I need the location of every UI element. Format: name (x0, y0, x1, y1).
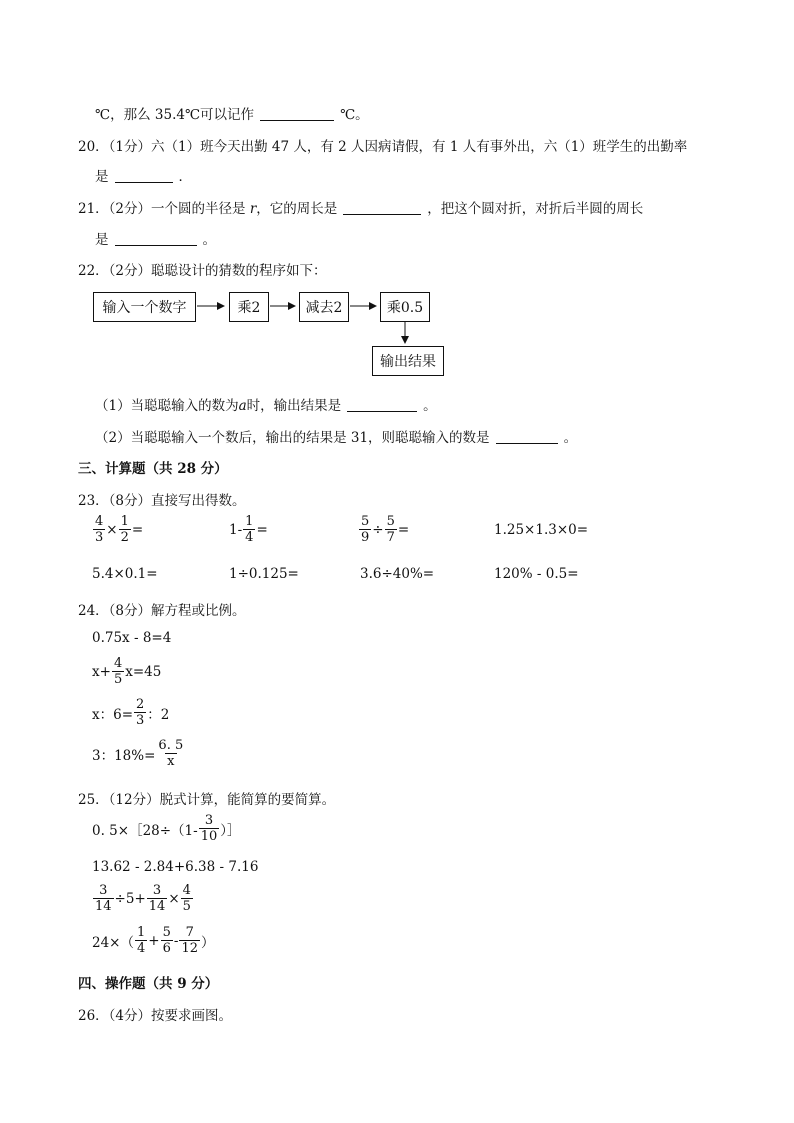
q23-item-a: $\frac{4}{3}$ × $\frac{1}{2}$ = (95, 514, 144, 545)
fraction: $\frac{5}{6}$ (162, 925, 171, 956)
flow-box-multiply-half: 乘0.5 (380, 292, 430, 322)
fraction: $\frac{1}{4}$ (245, 514, 254, 545)
q23-item-b: 1- $\frac{1}{4}$ = (229, 514, 268, 545)
q26-title: 26．（4分）按要求画图。 (78, 1008, 233, 1024)
fraction: $\frac{7}{12}$ (181, 925, 198, 956)
q23-title: 23．（8分）直接写出得数。 (78, 493, 246, 509)
section-heading-3: 三、计算题（共 28 分） (78, 461, 228, 477)
q23-item-e: 5.4×0.1= (92, 566, 158, 582)
q22-sub1: （1）当聪聪输入的数为a时，输出结果是 。 (95, 398, 437, 414)
q25-title: 25．（12分）脱式计算，能简算的要简算。 (78, 792, 336, 808)
flow-arrows (0, 0, 794, 400)
q24-eq3: x：6= $\frac{2}{3}$ ：2 (92, 697, 170, 728)
fraction: $\frac{6. 5}{x}$ (158, 738, 184, 769)
q23-item-f: 1÷0.125= (229, 566, 299, 582)
q23-item-c: $\frac{5}{9}$ ÷ $\frac{5}{7}$ = (361, 514, 410, 545)
q21-line2: 是 。 (95, 232, 216, 248)
q24-eq1: 0.75x - 8=4 (92, 630, 172, 646)
fraction: $\frac{3}{14}$ (95, 883, 112, 914)
answer-blank[interactable] (496, 429, 558, 444)
fraction: $\frac{4}{3}$ (95, 514, 104, 545)
fraction: $\frac{5}{9}$ (361, 514, 370, 545)
flow-box-subtract: 减去2 (299, 292, 349, 322)
answer-blank[interactable] (347, 397, 417, 412)
q24-eq4: 3：18%= $\frac{6. 5}{x}$ (92, 738, 184, 769)
q19-tail: ℃，那么 35.4℃可以记作 ℃。 (95, 107, 369, 123)
fraction: $\frac{4}{5}$ (113, 656, 123, 687)
q23-item-h: 120% - 0.5= (494, 566, 579, 582)
q21-line1: 21．（2分）一个圆的半径是 r，它的周长是 ，把这个圆对折，对折后半圆的周长 (78, 201, 644, 217)
flow-box-output: 输出结果 (372, 346, 444, 376)
q20-line1: 20．（1分）六（1）班今天出勤 47 人，有 2 人因病请假，有 1 人有事外出，六（1）班学生的出勤率 (78, 139, 688, 155)
flow-box-input: 输入一个数字 (93, 292, 196, 322)
fraction: $\frac{4}{5}$ (182, 883, 191, 914)
q24-title: 24．（8分）解方程或比例。 (78, 603, 246, 619)
fraction: $\frac{3}{10}$ (200, 813, 218, 844)
q22-sub2: （2）当聪聪输入一个数后，输出的结果是 31，则聪聪输入的数是 。 (95, 430, 578, 446)
fraction: $\frac{3}{14}$ (148, 883, 166, 914)
q23-item-g: 3.6÷40%= (360, 566, 435, 582)
fraction: $\frac{1}{4}$ (137, 925, 146, 956)
q25-expr4: 24×（ $\frac{1}{4}$ + $\frac{5}{6}$ - $\frac{7}{12}$ ） (92, 925, 215, 956)
q25-expr2: 13.62 - 2.84+6.38 - 7.16 (92, 859, 259, 875)
q22-title: 22．（2分）聪聪设计的猜数的程序如下： (78, 263, 327, 279)
fraction: $\frac{1}{2}$ (120, 514, 129, 545)
flow-box-multiply: 乘2 (229, 292, 269, 322)
fraction: $\frac{2}{3}$ (136, 697, 145, 728)
fraction: $\frac{5}{7}$ (386, 514, 395, 545)
q23-item-d: 1.25×1.3×0= (494, 522, 589, 538)
q24-eq2: x+ $\frac{4}{5}$ x=45 (92, 656, 162, 687)
q25-expr3: $\frac{3}{14}$ ÷5+ $\frac{3}{14}$ × $\frac{4}{5}$ (95, 883, 191, 914)
q20-line2: 是 ． (95, 169, 192, 185)
section-heading-4: 四、操作题（共 9 分） (78, 976, 219, 992)
q25-expr1: 0. 5×［28÷（1- $\frac{3}{10}$ ）］ (92, 813, 241, 844)
